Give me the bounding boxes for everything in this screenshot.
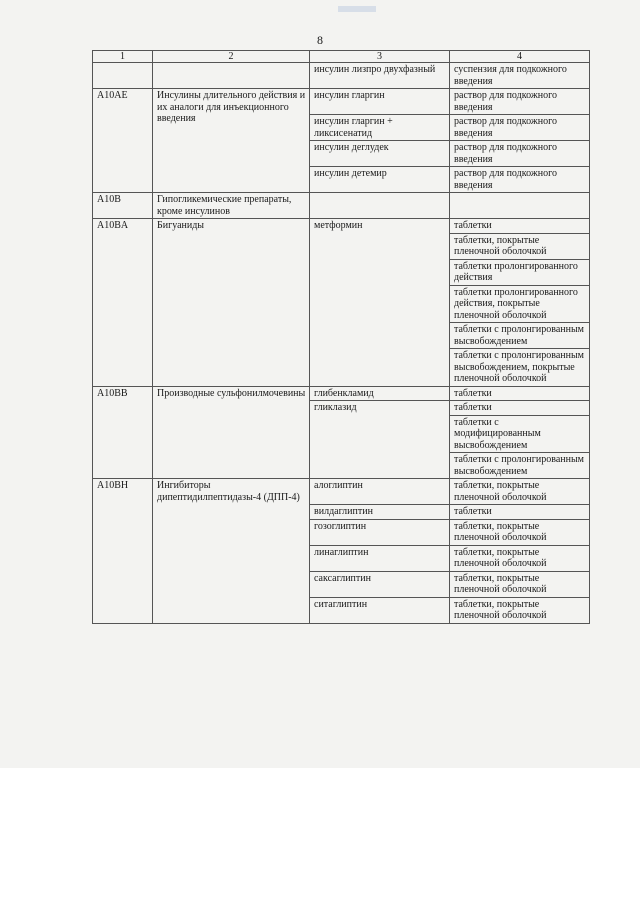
dosage-form-cell: таблетки, покрытые пленочной оболочкой	[450, 233, 590, 259]
dosage-form-cell: таблетки	[450, 505, 590, 520]
dosage-form-cell: таблетки с пролонгированным высвобождением	[450, 323, 590, 349]
atc-code-cell: A10BB	[93, 386, 153, 479]
table-body	[93, 63, 590, 624]
drug-name-cell: линаглиптин	[310, 545, 450, 571]
drug-table	[92, 50, 590, 624]
dosage-form-cell	[450, 193, 590, 219]
group-name-cell	[153, 63, 310, 89]
dosage-form-cell: таблетки с пролонгированным высвобождением, покрытые пленочной оболочкой	[450, 349, 590, 387]
dosage-form-cell: таблетки, покрытые пленочной оболочкой	[450, 571, 590, 597]
page-number: 8	[317, 33, 323, 47]
drug-name-cell	[310, 193, 450, 219]
dosage-form-cell: раствор для подкожного введения	[450, 89, 590, 115]
atc-code-cell: A10BH	[93, 479, 153, 624]
dosage-form-cell: суспензия для подкожного введения	[450, 63, 590, 89]
column-header: 1	[93, 51, 153, 63]
group-name-cell: Инсулины длительного действия и их аналоги для инъекционного введения	[153, 89, 310, 193]
scan-mark	[338, 6, 376, 12]
dosage-form-cell: таблетки	[450, 401, 590, 416]
dosage-form-cell: таблетки, покрытые пленочной оболочкой	[450, 479, 590, 505]
drug-name-cell: инсулин лизпро двухфазный	[310, 63, 450, 89]
table-row	[93, 63, 590, 89]
dosage-form-cell: таблетки пролонгированного действия	[450, 259, 590, 285]
dosage-form-cell: раствор для подкожного введения	[450, 141, 590, 167]
table-header-row	[93, 51, 590, 63]
group-name-cell: Гипогликемические препараты, кроме инсулинов	[153, 193, 310, 219]
atc-code-cell: A10BA	[93, 219, 153, 387]
drug-name-cell: алоглиптин	[310, 479, 450, 505]
group-name-cell: Ингибиторы дипептидилпептидазы-4 (ДПП-4)	[153, 479, 310, 624]
drug-name-cell: ситаглиптин	[310, 597, 450, 623]
drug-name-cell: саксаглиптин	[310, 571, 450, 597]
dosage-form-cell: таблетки, покрытые пленочной оболочкой	[450, 545, 590, 571]
dosage-form-cell: таблетки с пролонгированным высвобождением	[450, 453, 590, 479]
atc-code-cell: A10AE	[93, 89, 153, 193]
table-row	[93, 479, 590, 505]
drug-name-cell: инсулин детемир	[310, 167, 450, 193]
dosage-form-cell: таблетки пролонгированного действия, покрытые пленочной оболочкой	[450, 285, 590, 323]
table-row	[93, 386, 590, 401]
group-name-cell: Производные сульфонилмочевины	[153, 386, 310, 479]
table-row	[93, 89, 590, 115]
drug-name-cell: гликлазид	[310, 401, 450, 479]
drug-name-cell: инсулин гларгин + ликсисенатид	[310, 115, 450, 141]
page-margin	[0, 768, 640, 905]
dosage-form-cell: раствор для подкожного введения	[450, 115, 590, 141]
drug-name-cell: инсулин деглудек	[310, 141, 450, 167]
atc-code-cell	[93, 63, 153, 89]
column-header: 4	[450, 51, 590, 63]
drug-name-cell: вилдаглиптин	[310, 505, 450, 520]
dosage-form-cell: таблетки	[450, 386, 590, 401]
table-row	[93, 193, 590, 219]
dosage-form-cell: таблетки, покрытые пленочной оболочкой	[450, 597, 590, 623]
drug-name-cell: метформин	[310, 219, 450, 387]
drug-name-cell: глибенкламид	[310, 386, 450, 401]
dosage-form-cell: раствор для подкожного введения	[450, 167, 590, 193]
dosage-form-cell: таблетки с модифицированным высвобождением	[450, 415, 590, 453]
column-header: 3	[310, 51, 450, 63]
table-row	[93, 219, 590, 234]
atc-code-cell: A10B	[93, 193, 153, 219]
drug-name-cell: гозоглиптин	[310, 519, 450, 545]
dosage-form-cell: таблетки, покрытые пленочной оболочкой	[450, 519, 590, 545]
group-name-cell: Бигуаниды	[153, 219, 310, 387]
column-header: 2	[153, 51, 310, 63]
dosage-form-cell: таблетки	[450, 219, 590, 234]
drug-name-cell: инсулин гларгин	[310, 89, 450, 115]
